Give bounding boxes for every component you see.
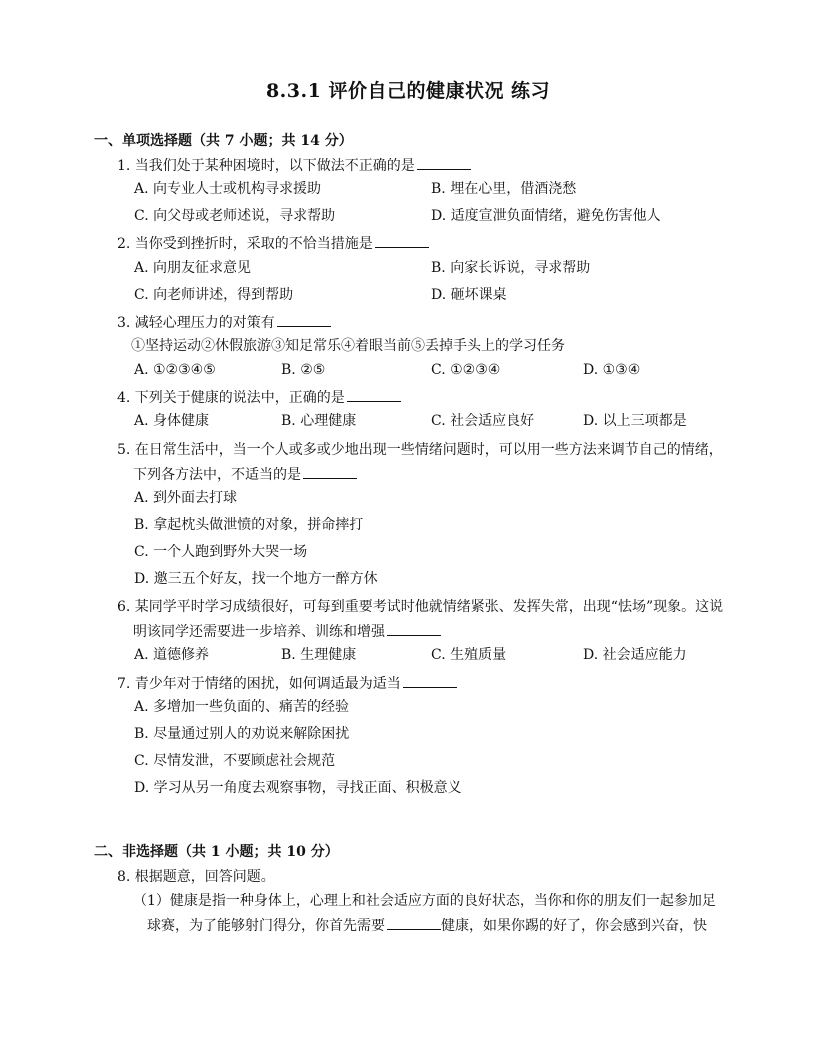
question-4 xyxy=(117,387,401,408)
option-d: D. ①③④ xyxy=(583,362,641,378)
option-c: C. 社会适应良好 xyxy=(431,413,535,429)
option-d: D. 邀三五个好友，找一个地方一醉方休 xyxy=(134,571,378,587)
section-heading-single-choice: 一、单项选择题（共 7 小题；共 14 分） xyxy=(94,133,353,149)
option-d: D. 社会适应能力 xyxy=(583,647,687,663)
option-a: A. 道德修养 xyxy=(134,647,210,663)
option-b: B. 埋在心里，借酒浇愁 xyxy=(431,181,577,197)
answer-blank xyxy=(375,233,429,248)
question-8-part-1-line-2 xyxy=(147,915,707,936)
option-c: C. 一个人跑到野外大哭一场 xyxy=(134,544,308,560)
option-d: D. 以上三项都是 xyxy=(583,413,687,429)
option-c: C. 生殖质量 xyxy=(431,647,507,663)
option-b: B. 生理健康 xyxy=(281,647,357,663)
option-c: C. 尽情发泄，不要顾虑社会规范 xyxy=(134,753,336,769)
answer-blank xyxy=(387,621,441,636)
question-1 xyxy=(117,155,471,176)
option-b: B. 向家长诉说，寻求帮助 xyxy=(431,260,591,276)
question-8-part-1-line-1: （1）健康是指一种身体上，心理上和社会适应方面的良好状态，当你和你的朋友们一起参加足 xyxy=(133,893,716,909)
option-a: A. 身体健康 xyxy=(134,413,210,429)
question-6: 6. 某同学平时学习成绩很好，可每到重要考试时他就情绪紧张、发挥失常，出现“怯场”现象。这说 xyxy=(117,599,724,615)
option-b: B. 心理健康 xyxy=(281,413,357,429)
answer-blank xyxy=(277,312,331,327)
question-2 xyxy=(117,233,429,254)
question-6-continued xyxy=(133,621,441,642)
option-a: A. 到外面去打球 xyxy=(134,490,238,506)
option-a: A. 向专业人士或机构寻求援助 xyxy=(134,181,322,197)
question-stem-continued: 明该同学还需要进一步培养、训练和增强 xyxy=(133,624,385,640)
option-b: B. 拿起枕头做泄愤的对象，拼命摔打 xyxy=(134,517,364,533)
option-d: D. 学习从另一角度去观察事物，寻找正面、积极意义 xyxy=(134,780,462,796)
answer-blank xyxy=(387,915,441,930)
question-stem: 4. 下列关于健康的说法中，正确的是 xyxy=(117,390,345,406)
answer-blank xyxy=(303,464,357,479)
option-c: C. ①②③④ xyxy=(431,362,501,378)
option-a: A. 多增加一些负面的、痛苦的经验 xyxy=(134,699,350,715)
option-a: A. ①②③④⑤ xyxy=(134,362,216,378)
option-d: D. 砸坏课桌 xyxy=(431,287,507,303)
question-stem: 3. 减轻心理压力的对策有 xyxy=(117,315,275,331)
question-5: 5. 在日常生活中，当一个人或多或少地出现一些情绪问题时，可以用一些方法来调节自己的情绪， xyxy=(117,442,723,458)
option-b: B. ②⑤ xyxy=(281,362,326,378)
answer-blank xyxy=(403,673,457,688)
question-3 xyxy=(117,312,331,333)
question-stem: 1. 当我们处于某种困境时，以下做法不正确的是 xyxy=(117,158,415,174)
page-title: 8.3.1 评价自己的健康状况 练习 xyxy=(265,80,551,102)
question-stem: 7. 青少年对于情绪的困扰，如何调适最为适当 xyxy=(117,676,401,692)
question-text: 健康，如果你踢的好了，你会感到兴奋，快 xyxy=(441,918,707,934)
question-7 xyxy=(117,673,457,694)
option-d: D. 适度宣泄负面情绪，避免伤害他人 xyxy=(431,208,661,224)
question-8: 8. 根据题意，回答问题。 xyxy=(117,869,275,885)
option-a: A. 向朋友征求意见 xyxy=(134,260,252,276)
question-stem: 2. 当你受到挫折时，采取的不恰当措施是 xyxy=(117,236,373,252)
question-5-continued xyxy=(133,464,357,485)
question-text: 球赛，为了能够射门得分，你首先需要 xyxy=(147,918,385,934)
option-b: B. 尽量通过别人的劝说来解除困扰 xyxy=(134,726,350,742)
answer-blank xyxy=(347,387,401,402)
section-heading-non-choice: 二、非选择题（共 1 小题；共 10 分） xyxy=(94,844,339,860)
option-c: C. 向父母或老师述说，寻求帮助 xyxy=(134,208,336,224)
question-stem-continued: 下列各方法中，不适当的是 xyxy=(133,467,301,483)
question-3-statements: ①坚持运动②休假旅游③知足常乐④着眼当前⑤丢掉手头上的学习任务 xyxy=(131,338,565,354)
answer-blank xyxy=(417,155,471,170)
option-c: C. 向老师讲述，得到帮助 xyxy=(134,287,294,303)
